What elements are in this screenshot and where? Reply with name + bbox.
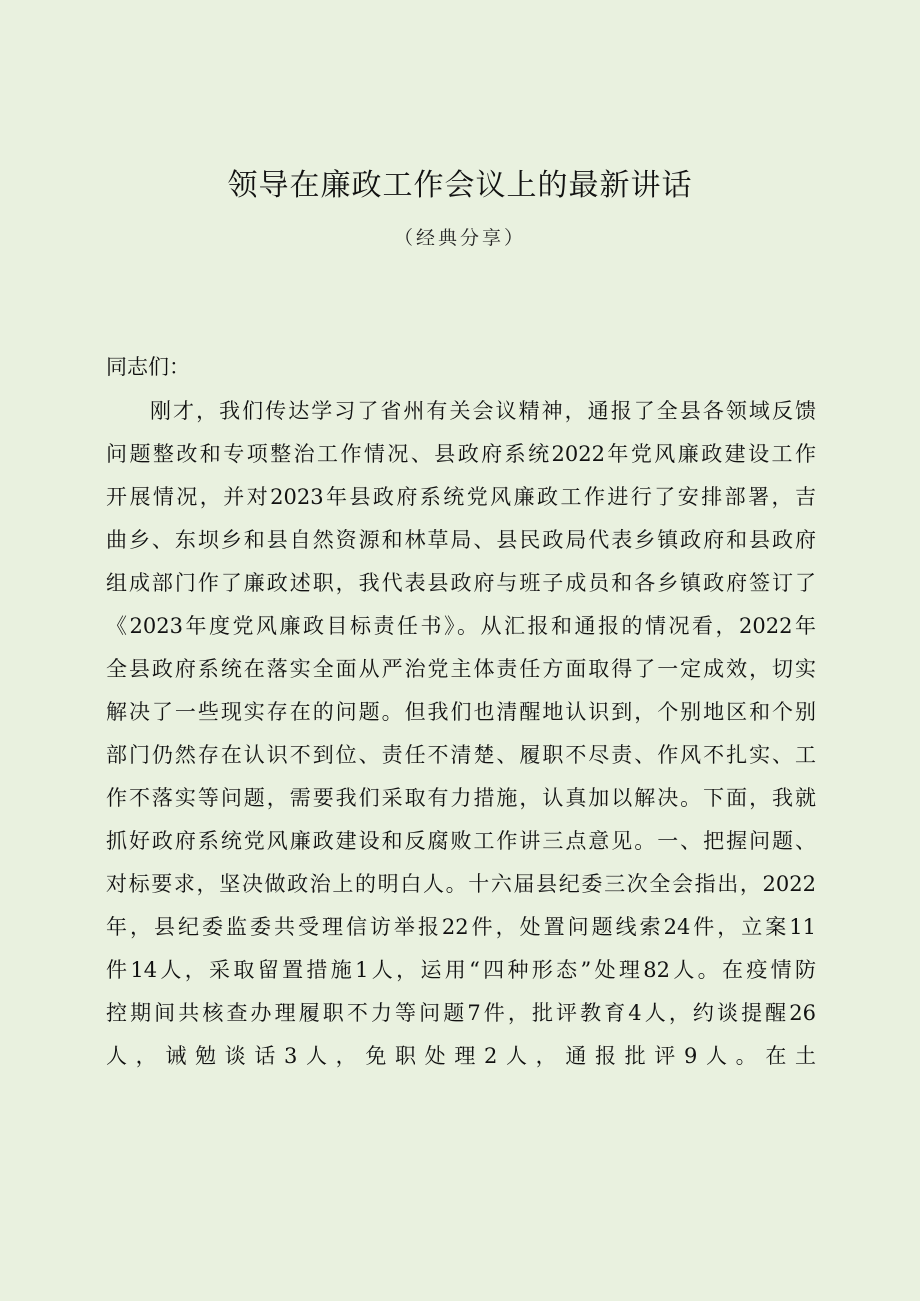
body-line: 作不落实等问题，需要我们采取有力措施，认真加以解决。下面，我就 [106,786,816,810]
body-line: 对标要求，坚决做政治上的明白人。十六届县纪委三次全会指出，2022 [106,872,816,896]
body-line: 年，县纪委监委共受理信访举报22件，处置问题线索24件，立案11 [106,915,816,939]
document-title: 领导在廉政工作会议上的最新讲话 [227,168,693,203]
body-line: 人，诫勉谈话3人，免职处理2人，通报批评9人。在土 [106,1044,816,1068]
body-line: 全县政府系统在落实全面从严治党主体责任方面取得了一定成效，切实 [106,657,816,681]
body-line: 组成部门作了廉政述职，我代表县政府与班子成员和各乡镇政府签订了 [106,571,816,595]
body-line: 刚才，我们传达学习了省州有关会议精神，通报了全县各领域反馈 [150,399,816,423]
body-line: 件14人，采取留置措施1人，运用“四种形态”处理82人。在疫情防 [106,958,816,982]
body-line: 控期间共核查办理履职不力等问题7件，批评教育4人，约谈提醒26 [106,1001,816,1025]
body-line: 解决了一些现实存在的问题。但我们也清醒地认识到，个别地区和个别 [106,700,816,724]
document-subtitle: （经典分享） [393,227,526,249]
body-line: 开展情况，并对2023年县政府系统党风廉政工作进行了安排部署，吉 [106,485,816,509]
body-line: 部门仍然存在认识不到位、责任不清楚、履职不尽责、作风不扎实、工 [106,743,816,767]
salutation: 同志们： [106,355,190,379]
body-line: 问题整改和专项整治工作情况、县政府系统2022年党风廉政建设工作 [106,442,816,466]
body-line: 《2023年度党风廉政目标责任书》。从汇报和通报的情况看，2022年 [106,614,816,638]
body-line: 曲乡、东坝乡和县自然资源和林草局、县民政局代表乡镇政府和县政府 [106,528,816,552]
body-line: 抓好政府系统党风廉政建设和反腐败工作讲三点意见。一、把握问题、 [106,829,816,853]
